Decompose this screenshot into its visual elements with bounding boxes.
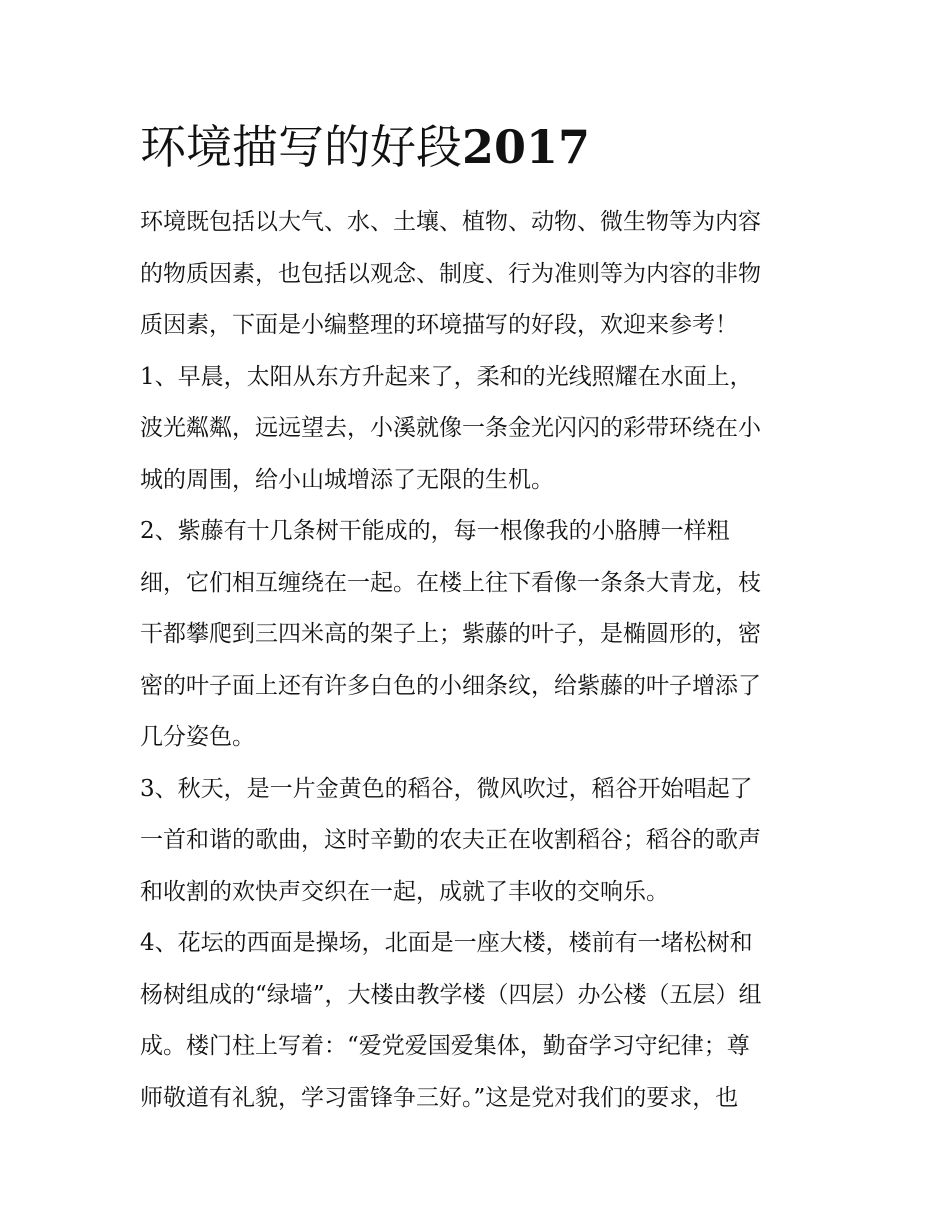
text-line: 杨树组成的“绿墙”，大楼由教学楼（四层）办公楼（五层）组 bbox=[140, 981, 762, 1008]
text-line: 1、早晨，太阳从东方升起来了，柔和的光线照耀在水面上， bbox=[140, 363, 753, 390]
title-year: 2017 bbox=[462, 120, 591, 174]
body-text bbox=[140, 202, 820, 1129]
text-line: 环境既包括以大气、水、土壤、植物、动物、微生物等为内容 bbox=[140, 209, 761, 235]
text-line: 细，它们相互缠绕在一起。在楼上往下看像一条条大青龙，枝 bbox=[140, 569, 761, 596]
text-line: 师敬道有礼貌，学习雷锋争三好。”这是党对我们的要求，也 bbox=[140, 1084, 739, 1111]
text-line: 和收割的欢快声交织在一起，成就了丰收的交响乐。 bbox=[140, 878, 669, 905]
text-line: 城的周围，给小山城增添了无限的生机。 bbox=[140, 466, 554, 493]
text-line: 成。楼门柱上写着：“爱党爱国爱集体，勤奋学习守纪律；尊 bbox=[140, 1033, 750, 1059]
text-line: 波光粼粼，远远望去，小溪就像一条金光闪闪的彩带环绕在小 bbox=[140, 415, 761, 441]
text-line: 密的叶子面上还有许多白色的小细条纹，给紫藤的叶子增添了 bbox=[140, 672, 761, 699]
text-line: 4、花坛的西面是操场，北面是一座大楼，楼前有一堵松树和 bbox=[140, 930, 753, 956]
text-line: 3、秋天，是一片金黄色的稻谷，微风吹过，稻谷开始唱起了 bbox=[140, 775, 753, 802]
text-line: 质因素，下面是小编整理的环境描写的好段，欢迎来参考！ bbox=[140, 312, 738, 338]
text-line: 一首和谐的歌曲，这时辛勤的农夫正在收割稻谷；稻谷的歌声 bbox=[140, 827, 761, 853]
text-line: 2、紫藤有十几条树干能成的，每一根像我的小胳膊一样粗 bbox=[140, 518, 730, 544]
title-text: 环境描写的好段 bbox=[140, 120, 462, 174]
text-line: 干都攀爬到三四米高的架子上；紫藤的叶子，是椭圆形的，密 bbox=[140, 621, 761, 647]
page-title bbox=[140, 112, 590, 182]
text-line: 几分姿色。 bbox=[140, 724, 255, 750]
text-line: 的物质因素，也包括以观念、制度、行为准则等为内容的非物 bbox=[140, 260, 761, 287]
